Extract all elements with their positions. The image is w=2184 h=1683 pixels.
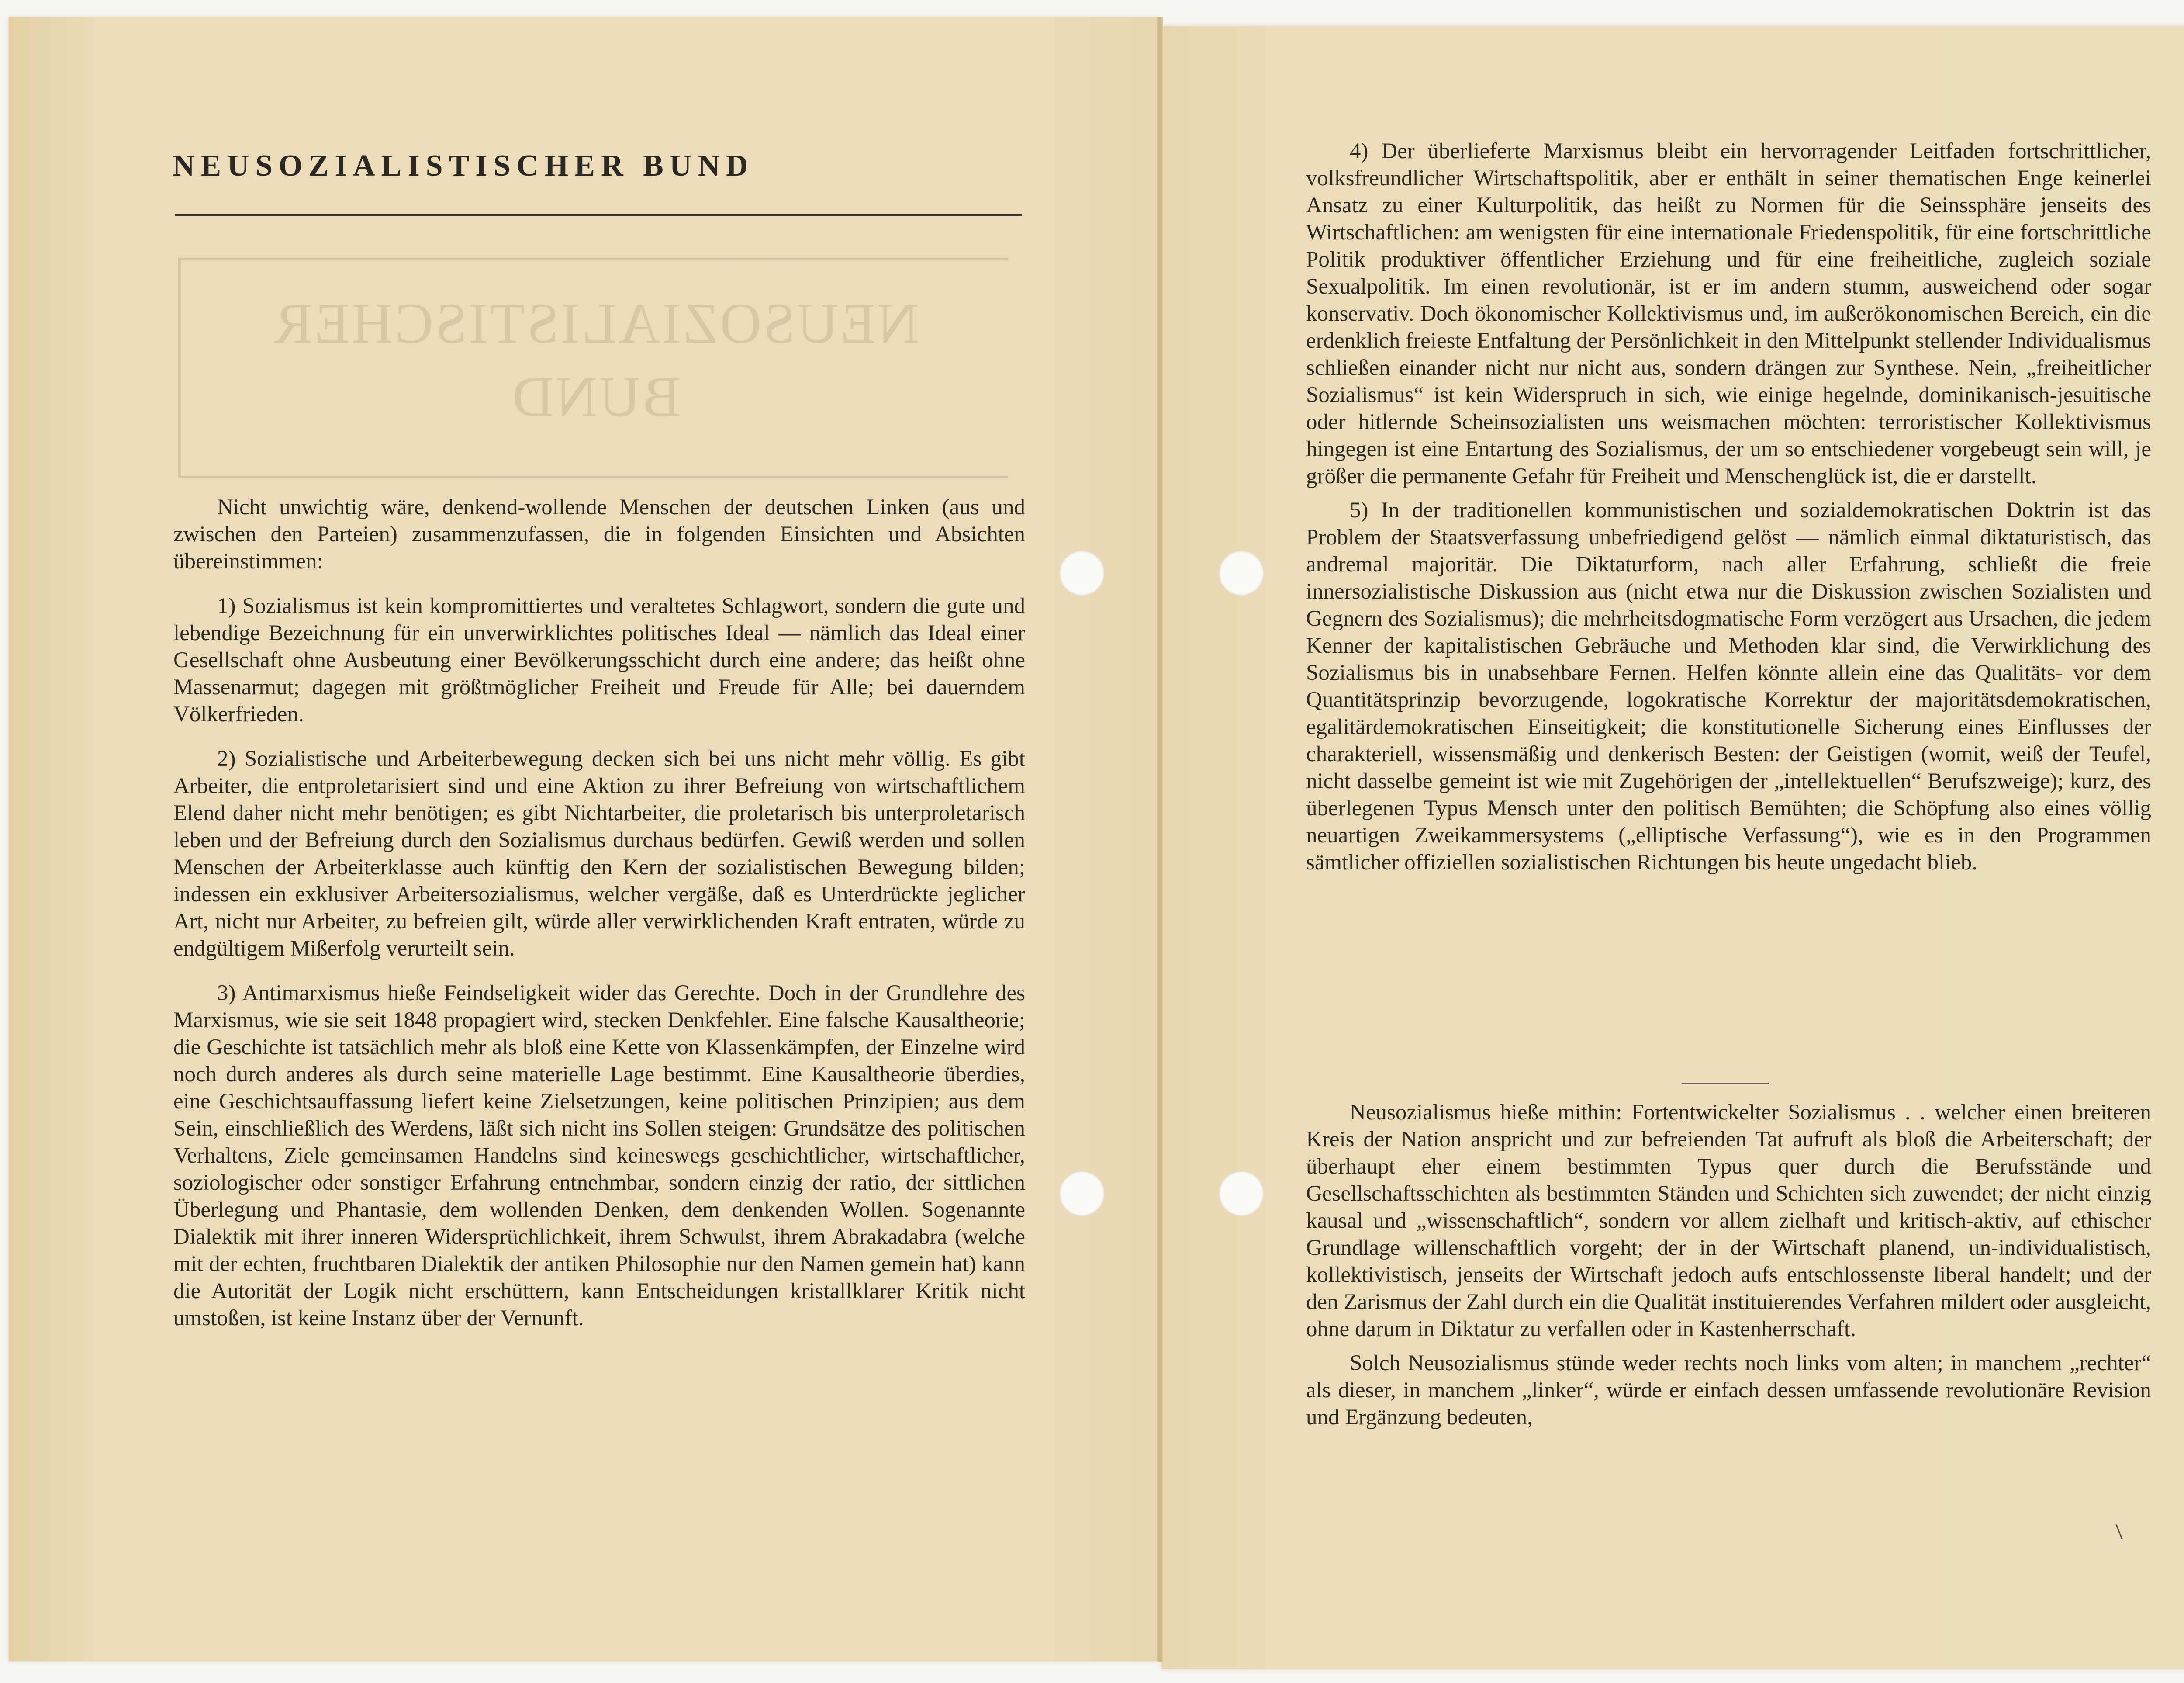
closing-column bbox=[1306, 1099, 2151, 1431]
page-title: NEUSOZIALISTISCHER BUND bbox=[173, 149, 754, 183]
punch-hole bbox=[1059, 551, 1105, 596]
point-1: 1) Sozialismus ist kein kompromittiertes und veraltetes Schlagwort, sondern die gute und lebendige Bezeichnung für ein unverwirklichtes politisches Ideal — nämlich das Ideal einer Gesellschaft ohne Ausbeutung einer Bevölkerungsschicht durch eine andere; das heißt ohne Massenarmut; dagegen mit größtmöglicher Freiheit und Freude für Alle; bei dauerndem Völkerfrieden. bbox=[173, 594, 1025, 727]
intro-paragraph: Nicht unwichtig wäre, denkend-wollende Menschen der deutschen Linken (aus und zwischen den Parteien) zusammenzufassen, die in folgenden Einsichten und Absichten übereinstimmen: bbox=[173, 495, 1025, 574]
point-3: 3) Antimarxismus hieße Feindseligkeit wider das Gerechte. Doch in der Grundlehre des Marxismus, wie sie seit 1848 propagiert wird, stecken Denkfehler. Eine falsche Kausaltheorie; die Geschichte ist tatsächlich mehr als bloß eine Kette von Klassenkämpfen, der Einzelne wird noch durch anderes als durch seine materielle Lage bestimmt. Eine Kausaltheorie überdies, eine Geschichtsauffassung liefert keine Zielsetzungen, keine politischen Prinzipien; aus dem Sein, einschließlich des Werdens, läßt sich nicht ins Sollen steigen: Grundsätze des politischen Verhaltens, Ziele gemeinsamen Handelns sind keineswegs geschichtlicher, wirtschaftlicher, soziologischer oder sonstiger Erfahrung entnehmbar, sondern einzig der ratio, der sittlichen Überlegung und Phantasie, dem wollenden Denken, dem denkenden Wollen. Sogenannte Dialektik mit ihrer inneren Widersprüchlichkeit, ihrem Schwulst, ihrem Abrakadabra (welche mit der echten, fruchtbaren Dialektik der antiken Philosophie nur den Namen gemein hat) kann die Autorität der Logik nicht erschüttern, kann Entscheidungen kristallklarer Kritik nicht umstoßen, ist keine Instanz über der Vernunft. bbox=[173, 981, 1025, 1330]
ghost-stamp-box bbox=[178, 258, 1008, 478]
title-rule bbox=[175, 214, 1022, 216]
right-column bbox=[1306, 138, 2151, 876]
closing-paragraph: Neusozialismus hieße mithin: Fortentwickelter Sozialismus . . welcher einen breiteren Kreis der Nation anspricht und zur befreienden Tat aufruft als bloß die Arbeiterschaft; der überhaupt eher einem bestimmten Typus quer durch die Berufsstände und Gesellschaftsschichten als bestimmten Ständen und Schichten sich zuwendet; der nicht einzig kausal und „wissenschaftlich“, sondern vor allem zielhaft und kritisch-aktiv, auf ethischer Grundlage willenschaftlich vorgeht; der in der Wirtschaft planend, un-individualistisch, kollektivistisch, jenseits der Wirtschaft jedoch aufs entschlossenste liberal handelt; und der den Zarismus der Zahl durch ein die Qualität instituierendes Verfahren mildert oder ausgleicht, ohne darum in Diktatur zu verfallen oder in Kastenherrschaft. bbox=[1306, 1100, 2152, 1341]
final-paragraph: Solch Neusozialismus stünde weder rechts noch links vom alten; in manchem „rechter“ als dieser, in manchem „linker“, würde er einfach dessen umfassende revolutionäre Revision und Ergänzung bedeuten, bbox=[1306, 1351, 2151, 1430]
punch-hole bbox=[1059, 1171, 1105, 1216]
section-divider bbox=[1682, 1083, 1769, 1084]
punch-hole bbox=[1219, 551, 1264, 596]
point-2: 2) Sozialistische und Arbeiterbewegung decken sich bei uns nicht mehr völlig. Es gibt Arbeiter, die entproletarisiert sind und eine Aktion zu ihrer Befreiung von wirtschaftlichem Elend daher nicht mehr benötigen; es gibt Nichtarbeiter, die proletarisch bis unterproletarisch leben und der Befreiung durch den Sozialismus durchaus bedürfen. Gewiß werden und sollen Menschen der Arbeiterklasse auch künftig den Kern der sozialistischen Bewegung bilden; indessen ein exklusiver Arbeitersozialismus, welcher vergäße, daß es Unterdrückte jeglicher Art, nicht nur Arbeiter, zu befreien gilt, würde aller verwirklichenden Kraft entraten, würde zu endgültigem Mißerfolg verurteilt sein. bbox=[173, 747, 1025, 961]
point-4: 4) Der überlieferte Marxismus bleibt ein hervorragender Leitfaden fortschrittlicher, volksfreundlicher Wirtschaftspolitik, aber er enthält in seiner thematischen Enge keinerlei Ansatz zu einer Kulturpolitik, das heißt zu Normen für die Seinssphäre jenseits des Wirtschaftlichen: am wenigsten für eine internationale Friedenspolitik, für eine fortschrittliche Politik produktiver öffentlicher Erziehung und für eine freiheitliche, zugleich soziale Sexualpolitik. Im einen revolutionär, ist er im andern stumm, ausweichend oder sogar konservativ. Doch ökonomischer Kollektivismus und, im außerökonomischen Bereich, ein die erdenklich freieste Entfaltung der Persönlichkeit in den Mittelpunkt stellender Individualismus schließen einander nicht nur nicht aus, sondern drängen zur Synthese. Nein, „freiheitlicher Sozialismus“ ist kein Widerspruch in sich, wie einige hegelnde, dominikanisch-jesuitische oder hitlernde Scheinsozialisten uns weismachen möchten: terroristischer Kollektivismus hingegen ist eine Entartung des Sozialismus, der um so entschiedener vorgebeugt sein will, je größer die permanente Gefahr für Freiheit und Menschenglück ist, die er darstellt. bbox=[1306, 139, 2151, 488]
punch-hole bbox=[1219, 1171, 1264, 1216]
left-column bbox=[173, 494, 1025, 1332]
center-fold bbox=[1157, 17, 1163, 1662]
point-5: 5) In der traditionellen kommunistischen und sozialdemokratischen Doktrin ist das Problem der Staatsverfassung unbefriedigend gelöst — nämlich einmal diktaturistisch, das andremal majoritär. Die Diktaturform, nach aller Erfahrung, schließt die freie innersozialistische Diskussion aus (nicht etwa nur die Diskussion zwischen Sozialisten und Gegnern des Sozialismus); die mehrheitsdogmatische Form verzögert aus Ursachen, die jedem Kenner der kapitalistischen Gebräuche und Methoden klar sind, die Verwirklichung des Sozialismus bis in unabsehbare Fernen. Helfen könnte allein eine das Qualitäts- vor dem Quantitätsprinzip bevorzugende, logokratische Korrektur der majoritätsdemokratischen, egalitärdemokratischen Einseitigkeit; die konstitutionelle Sicherung eines Einflusses der charakteriell, wissensmäßig und denkerisch Besten: der Geistigen (womit, weiß der Teufel, nicht dasselbe gemeint ist wie mit Zugehörigen der „intellektuellen“ Berufszweige); kurz, des überlegenen Typus Mensch unter den politisch Bemühten; die Schöpfung also eines völlig neuartigen Zweikammersystems („elliptische Verfassung“), wie es in den Programmen sämtlicher offiziellen sozialistischen Richtungen bis heute ungedacht blieb. bbox=[1306, 498, 2151, 875]
ghost-stamp-text: NEUSOZIALISTISCHER BUND bbox=[273, 291, 919, 429]
